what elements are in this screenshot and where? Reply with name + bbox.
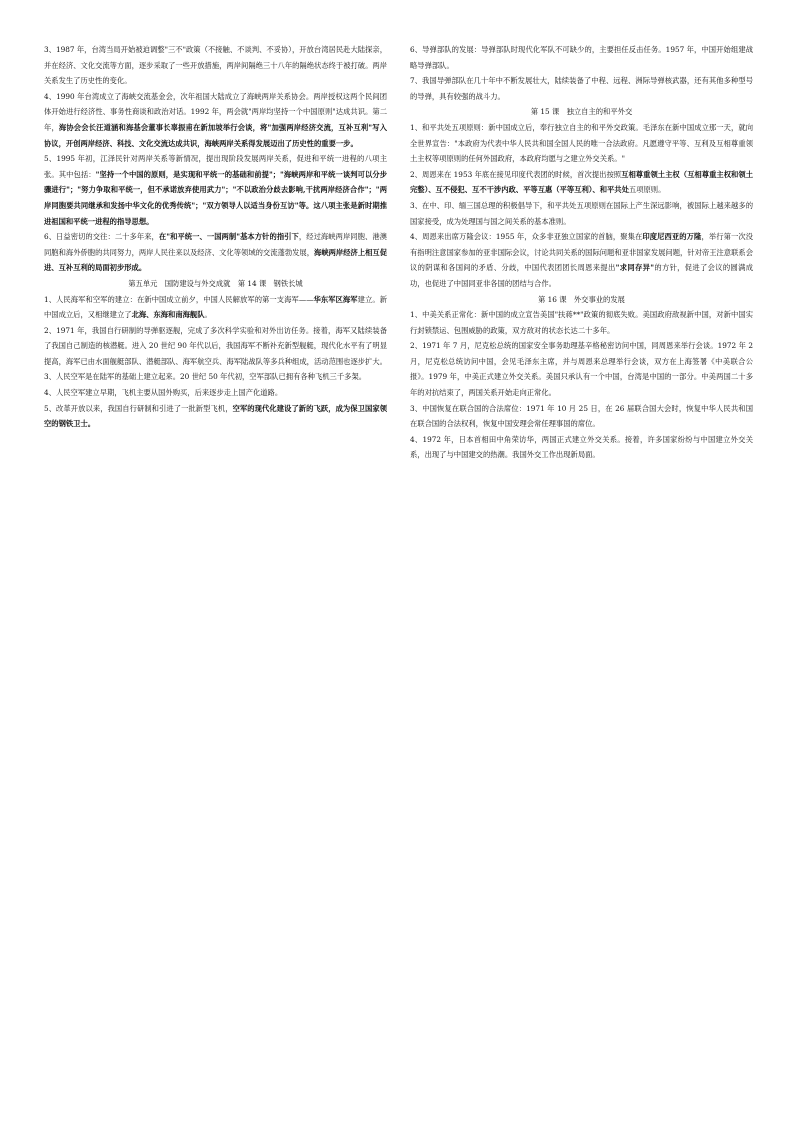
- paragraph-airforce-early: 4、人民空军建立早期，飞机主要从国外购买，后来逐步走上国产化道路。: [44, 388, 283, 398]
- left-column: [44, 42, 387, 432]
- paragraph-eight-points: 5、1995 年初，江泽民针对两岸关系等新情况，提出现阶段发展两岸关系，促进和平统一进程的八项主张。其中包括："坚持一个中国的原则，是实现和平统一的基础和前提"；"海峡两岸和平统一谈判可以分步骤进行"；"努力争取和平统一，但不承诺放弃使用武力"；"不以政治分歧去影响,干扰两岸经济合作"；"两岸同胞要共同继承和发扬中华文化的优秀传统"；"双方领导人以适当身份互访"等。这八项主张是新时期推进祖国和平统一进程的指导思想。: [44, 154, 388, 226]
- paragraph-missile-growth: 7、我国导弹部队在几十年中不断发展壮大，陆续装备了中程、远程、洲际导弹核武器，还有其他多种型号的导弹，具有较强的战斗力。: [410, 76, 753, 101]
- bold-east-china-navy: 华东军区海军: [313, 294, 358, 304]
- bold-eight-points-list: "坚持一个中国的原则，是实现和平统一的基础和前提"；"海峡两岸和平统一谈判可以分步骤进行"；"努力争取和平统一，但不承诺放弃使用武力"；"不以政治分歧去影响,干扰两岸经济合作"；"两岸同胞要共同继承和发扬中华文化的优秀传统"；"双方领导人以适当身份互访"等。这八项主张是新时期推进祖国和平统一进程的指导思想。: [44, 169, 388, 226]
- paragraph-straits-foundation: 4、1990 年台湾成立了海峡交流基金会，次年祖国大陆成立了海峡两岸关系协会。两岸授权这两个民间团体开始进行经济性、事务性商谈和政治对话。1992 年，两会就"两岸均坚持一个中国原则"达成共识。第二年，海协会会长汪道涵和海基会董事长辜振甫在新加坡举行会谈，将"加强两岸经济交流，互补互利"写入协议，开创两岸经济、科技、文化交流达成共识，海峡两岸关系得发展迈出了历史性的重要一步。: [44, 91, 387, 148]
- lesson-15-heading: 第 15 课 独立自主的和平外交: [530, 107, 633, 117]
- paragraph-nixon-visit: 2、1971 年 7 月，尼克松总统的国家安全事务助理基辛格秘密访问中国，同周恩来举行会谈。1972 年 2 月，尼克松总统访问中国，会见毛泽东主席，并与周恩来总理举行会谈，双方在上海签署《中美联合公报》。1979 年，中美正式建立外交关系。美国只承认有一个中国，台湾是中国的一部分。中美两国二十多年的对抗结束了，两国关系开始走向正常化。: [410, 341, 753, 398]
- bold-three-fleets: 北海、东海和南海舰队: [131, 310, 205, 320]
- bold-wang-koo-talks: 海协会会长汪道涵和海基会董事长辜振甫在新加坡举行会谈，将"加强两岸经济交流，互补互利"写入协议，开创两岸经济、科技、文化交流达成共识，海峡两岸关系得发展迈出了历史性的重要一步。: [44, 122, 387, 148]
- paragraph-airforce-modern: 5、改革开放以来，我国自行研制和引进了一批新型飞机，空军的现代化建设了新的飞跃，成为保卫国家领空的钢铁卫士。: [44, 403, 388, 429]
- unit-5-lesson-14-heading: 第五单元 国防建设与外交成就 第 14 课 钢铁长城: [128, 278, 303, 288]
- paragraph-navy-airforce-founding: 1、人民海军和空军的建立：在新中国成立前夕，中国人民解放军的第一支海军——华东军区海军建立。新中国成立后，又相继建立了北海、东海和南海舰队。: [44, 294, 388, 320]
- right-column: [410, 42, 753, 463]
- paragraph-bandung-conference: 4、周恩来出席万隆会议：1955 年，众多非亚独立国家的首脑，聚集在印度尼西亚的万隆，举行第一次没有指明注意国家参加的亚非国际会议，讨论共同关系的国际问题和亚非国家发展问题，针对帝王注意联系会议的阴谋和各国间的矛盾、分歧，中国代表团团长周恩来提出"求同存异"的方针，促进了会议的圆满成功，也促进了中国同亚非各国的团结与合作。: [410, 232, 754, 288]
- bold-seek-common-ground: "求同存异": [615, 263, 655, 273]
- paragraph-airforce-founding: 3、人民空军是在陆军的基础上建立起来。20 世纪 50 年代初，空军部队已拥有各种飞机三千多架。: [44, 372, 367, 382]
- paragraph-missile-forces: 6、导弹部队的发展：导弹部队时现代化军队不可缺少的，主要担任反击任务。1957 年，中国开始组建战略导弹部队。: [410, 45, 753, 70]
- paragraph-principles-impact: 3、在中、印、缅三国总理的积极倡导下，和平共处五项原则在国际上产生深远影响，被国际上越来越多的国家接受，成为处理国与国之间关系的基本准则。: [410, 200, 753, 226]
- bold-airforce-leap: 空军的现代化建设了新的飞跃，成为保卫国家领空的钢铁卫士。: [44, 403, 388, 429]
- bold-bandung: 印度尼西亚的万隆: [642, 232, 702, 242]
- paragraph-un-seat: 3、中国恢复在联合国的合法席位：1971 年 10 月 25 日，在 26 届联合国大会时，恢复中华人民共和国在联合国的合法权利，恢复中国安理会常任理事国的席位。: [410, 403, 753, 429]
- lesson-16-heading: 第 16 课 外交事业的发展: [538, 294, 625, 304]
- paragraph-navy-1971: 2、1971 年，我国自行研制的导弹驱逐舰，完成了多次科学实验和对外出访任务。接着，海军又陆续装备了我国自己制造的核潜艇。进入 20 世纪 90 年代以后，我国海军不断补充新型舰艇，现代化水平有了明显提高，海军已由水面舰艇部队、潜艇部队、海军航空兵、海军陆战队等多兵种组成，活动范围也逐步扩大。: [44, 325, 387, 366]
- paragraph-japan-relations: 4、1972 年，日本首相田中角荣访华，两国正式建立外交关系。接着，许多国家纷纷与中国建立外交关系，出现了与中国建交的热潮。我国外交工作出现新局面。: [410, 434, 753, 460]
- bold-one-country-two-systems: 在"和平统一、一国两制"基本方针的指引下: [158, 232, 299, 242]
- paragraph-five-principles: 2、周恩来在 1953 年底在接见印度代表团的时候，首次提出按照互相尊重领土主权（互相尊重主权和领土完整）、互不侵犯、互不干涉内政、平等互惠（平等互利）、和平共处五项原则。: [410, 169, 754, 195]
- bold-economic-complementarity: 海峡两岸经济上相互促进、互补互利的局面初步形成。: [44, 247, 388, 273]
- paragraph-cross-strait-exchange: 6、日益密切的交往：二十多年来，在"和平统一、一国两制"基本方针的指引下，经过海峡两岸同胞、港澳同胞和海外侨胞的共同努力，两岸人民往来以及经济、文化等领域的交流蓬勃发展，海峡两岸经济上相互促进、互补互利的局面初步形成。: [44, 232, 388, 273]
- paragraph-taiwan-1987: 3、1987 年，台湾当局开始被迫调整"三不"政策（不接触、不谈判、不妥协），开放台湾居民赴大陆探亲，并在经济、文化交流等方面，逐步采取了一些开放措施，两岸间隔绝三十八年的隔绝状态终于被打破。两岸关系发生了历史性的变化。: [44, 45, 387, 86]
- paragraph-peaceful-coexistence: 1、和平共处五项原则：新中国成立后，奉行独立自主的和平外交政策。毛泽东在新中国成立那一天，就向全世界宣告："本政府为代表中华人民共和国全国人民的唯一合法政府。凡愿遵守平等、互利及互相尊重领土主权等项原则的任何外国政府，本政府均愿与之建立外交关系。": [410, 122, 753, 164]
- bold-five-principles-list: 互相尊重领土主权（互相尊重主权和领土完整）、互不侵犯、互不干涉内政、平等互惠（平等互利）、和平共处: [410, 169, 754, 195]
- paragraph-sino-us-normalization: 1、中美关系正常化：新中国的成立宣告美国"扶蒋**"政策的彻底失败。美国政府敌视新中国，对新中国实行封锁禁运、包围威胁的政策，双方敌对的状态长达二十多年。: [410, 310, 753, 335]
